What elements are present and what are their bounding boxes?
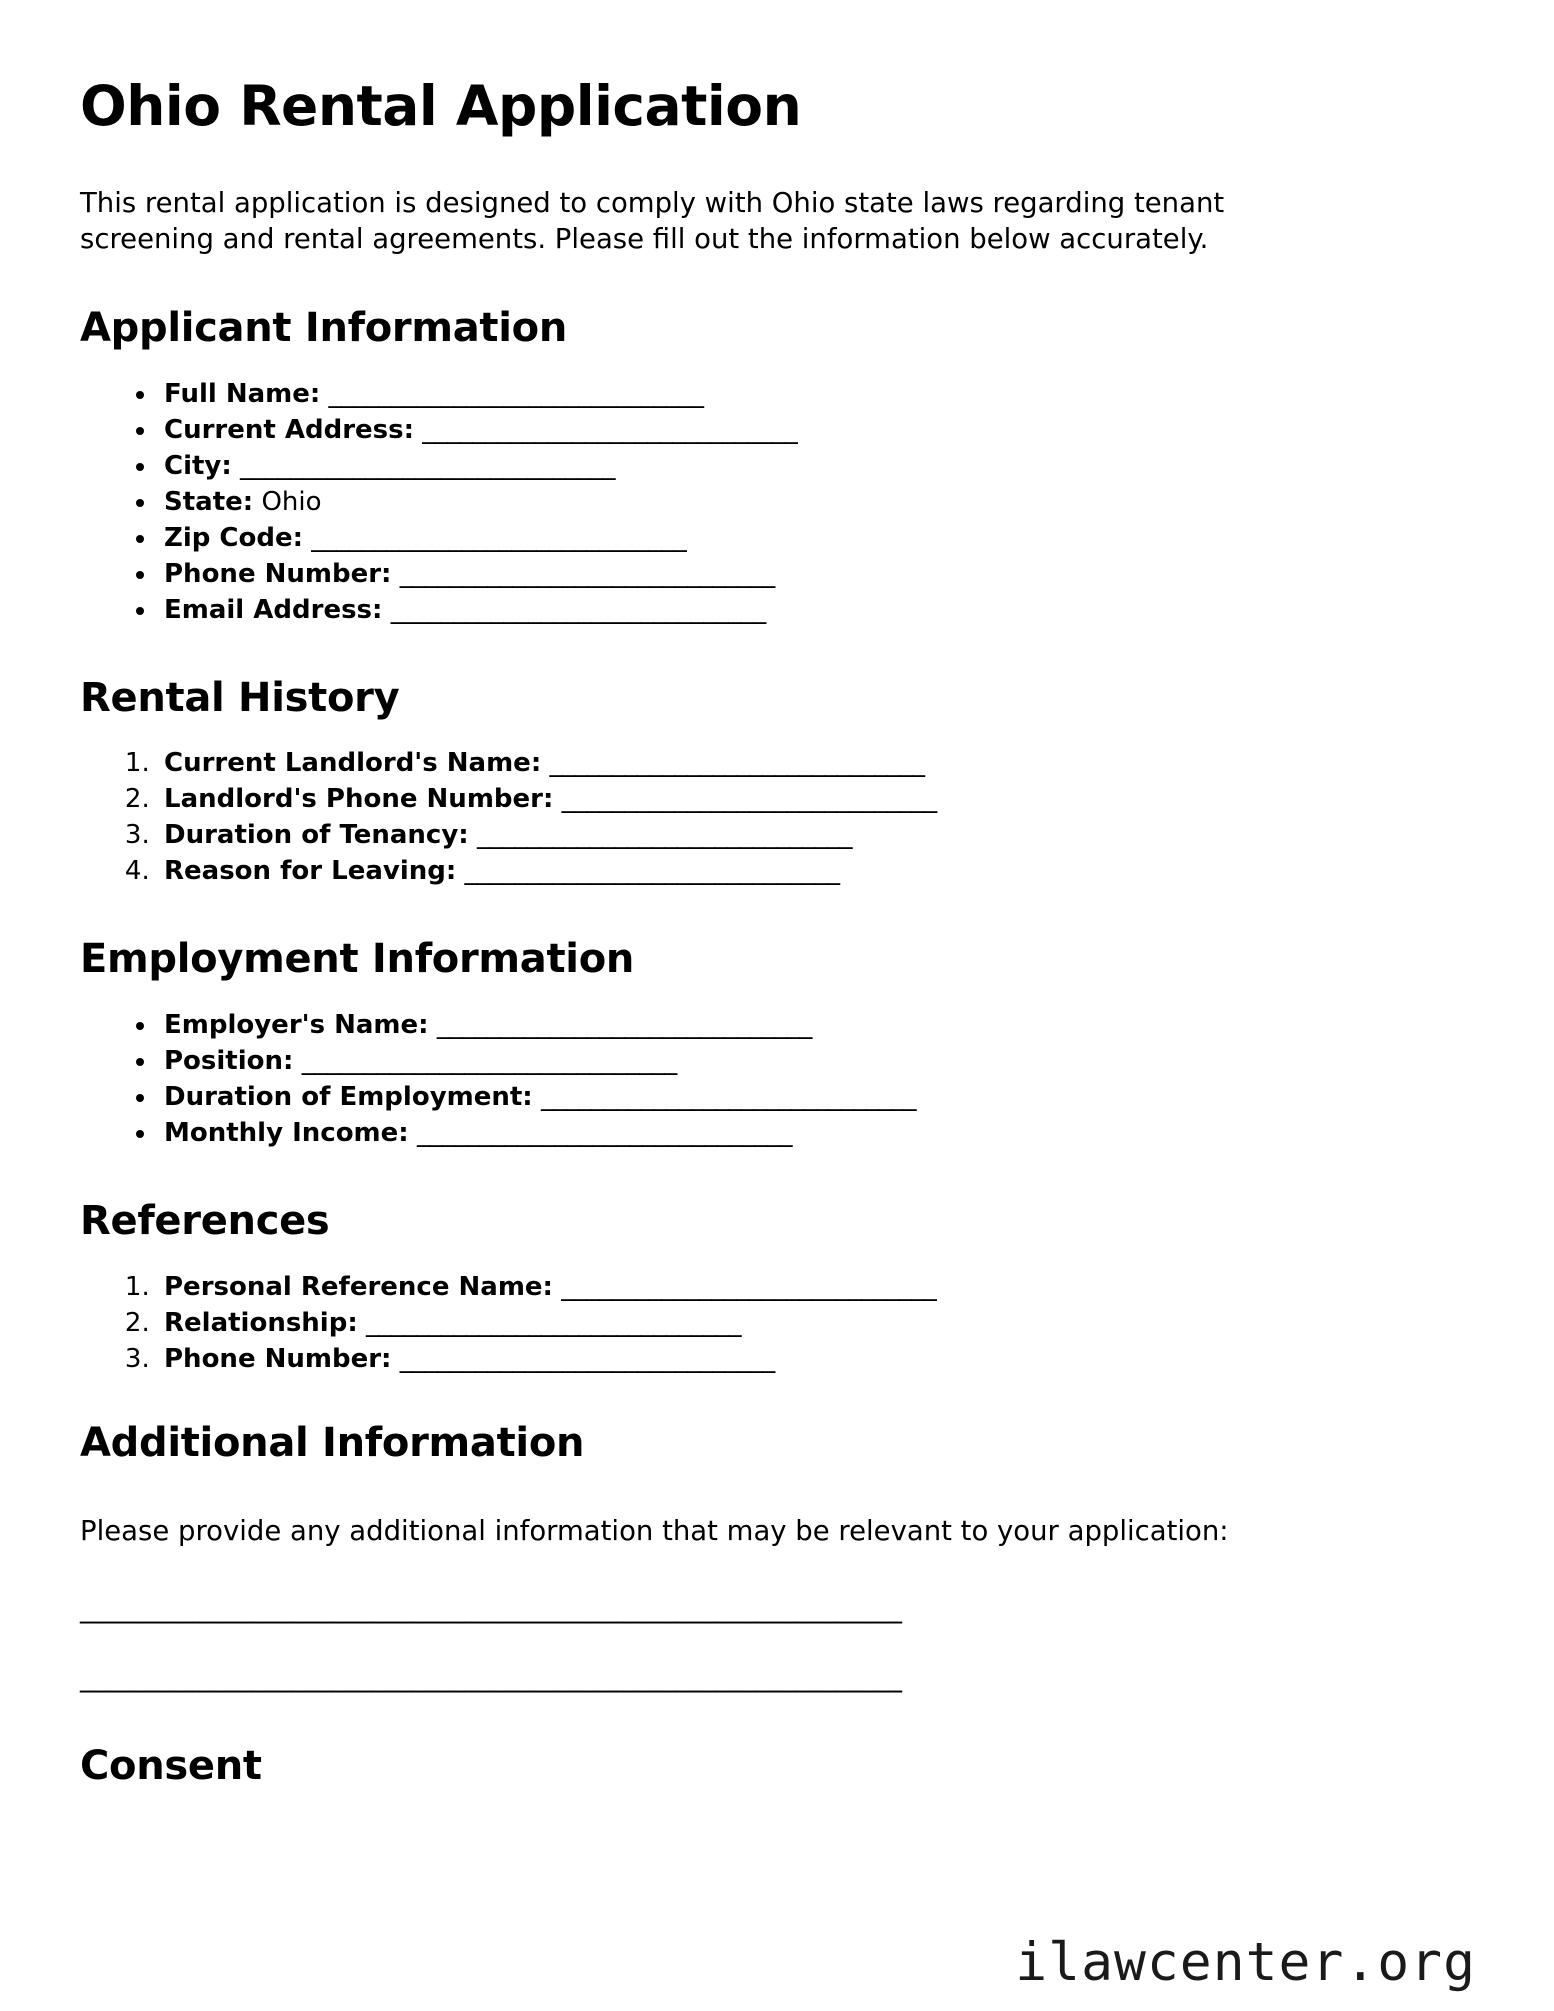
field-blank-rule[interactable]: ______________________________ <box>328 378 704 409</box>
field-value: Ohio <box>261 486 322 517</box>
references-field-list <box>80 1269 1474 1377</box>
field-label: Current Landlord's Name: <box>164 748 542 779</box>
field-label: Position: <box>164 1046 294 1077</box>
field-label: City: <box>164 450 232 481</box>
list-item <box>158 592 1474 628</box>
list-item <box>158 1341 1474 1377</box>
list-item <box>158 556 1474 592</box>
list-item <box>158 1305 1474 1341</box>
field-blank-rule[interactable]: ______________________________ <box>549 748 925 779</box>
field-blank-rule[interactable]: ______________________________ <box>301 1046 677 1077</box>
field-blank-rule[interactable]: ______________________________ <box>390 594 766 625</box>
field-blank-rule[interactable]: ______________________________ <box>561 1272 937 1303</box>
list-item <box>158 484 1474 520</box>
list-item <box>158 817 1474 853</box>
list-item <box>158 520 1474 556</box>
list-item <box>158 376 1474 412</box>
section-heading-consent: Consent <box>80 1743 262 1790</box>
field-blank-rule[interactable]: ______________________________ <box>540 1082 916 1113</box>
field-label: Reason for Leaving: <box>164 856 457 887</box>
field-label: Duration of Employment: <box>164 1082 533 1113</box>
applicant-information-field-list <box>80 376 1474 628</box>
section-heading-rental-history: Rental History <box>80 674 400 721</box>
field-label: Zip Code: <box>164 522 304 553</box>
list-item <box>158 448 1474 484</box>
field-blank-rule[interactable]: ______________________________ <box>416 1118 792 1149</box>
list-item <box>158 1269 1474 1305</box>
list-item <box>158 412 1474 448</box>
rental-history-field-list <box>80 745 1474 889</box>
list-item <box>158 1115 1474 1151</box>
field-label: Phone Number: <box>164 558 392 589</box>
field-blank-rule[interactable]: ______________________________ <box>399 1344 775 1375</box>
field-blank-rule[interactable]: ______________________________ <box>240 450 616 481</box>
field-label: Monthly Income: <box>164 1118 409 1149</box>
employment-information-field-list <box>80 1007 1474 1151</box>
field-blank-rule[interactable]: ______________________________ <box>366 1308 741 1339</box>
field-label: Current Address: <box>164 414 415 445</box>
field-blank-rule[interactable]: ______________________________ <box>399 558 775 589</box>
field-label: Duration of Tenancy: <box>164 820 469 851</box>
field-label: Phone Number: <box>164 1344 392 1375</box>
section-heading-employment-information: Employment Information <box>80 936 635 983</box>
list-item <box>158 1007 1474 1043</box>
field-label: State: <box>164 486 254 517</box>
field-label: Landlord's Phone Number: <box>164 784 554 815</box>
field-label: Full Name: <box>164 378 321 409</box>
field-blank-rule[interactable]: ______________________________ <box>561 784 937 815</box>
field-label: Email Address: <box>164 594 383 625</box>
field-label: Personal Reference Name: <box>164 1272 553 1303</box>
additional-information-blank-line-1[interactable]: ______________________________________________________________ <box>80 1592 902 1625</box>
field-label: Relationship: <box>164 1308 358 1339</box>
field-blank-rule[interactable]: ______________________________ <box>422 414 798 445</box>
field-blank-rule[interactable]: ______________________________ <box>436 1010 812 1041</box>
field-label: Employer's Name: <box>164 1010 429 1041</box>
site-watermark: ilawcenter.org <box>1015 1932 1476 1993</box>
field-blank-rule[interactable]: ______________________________ <box>464 856 840 887</box>
list-item <box>158 781 1474 817</box>
section-heading-references: References <box>80 1198 330 1245</box>
field-blank-rule[interactable]: ______________________________ <box>311 522 687 553</box>
list-item <box>158 853 1474 889</box>
section-heading-applicant-information: Applicant Information <box>80 304 568 351</box>
list-item <box>158 745 1474 781</box>
list-item <box>158 1079 1474 1115</box>
additional-information-blank-line-2[interactable]: ______________________________________________________________ <box>80 1660 902 1693</box>
list-item <box>158 1043 1474 1079</box>
section-heading-additional-information: Additional Information <box>80 1420 585 1467</box>
field-blank-rule[interactable]: ______________________________ <box>476 820 852 851</box>
intro-paragraph: This rental application is designed to comply with Ohio state laws regarding tenant screening and rental agreements. Please fill out the information below accurately. <box>80 186 1225 256</box>
page-title: Ohio Rental Application <box>80 74 802 138</box>
additional-information-prompt: Please provide any additional information that may be relevant to your application: <box>80 1514 1229 1547</box>
